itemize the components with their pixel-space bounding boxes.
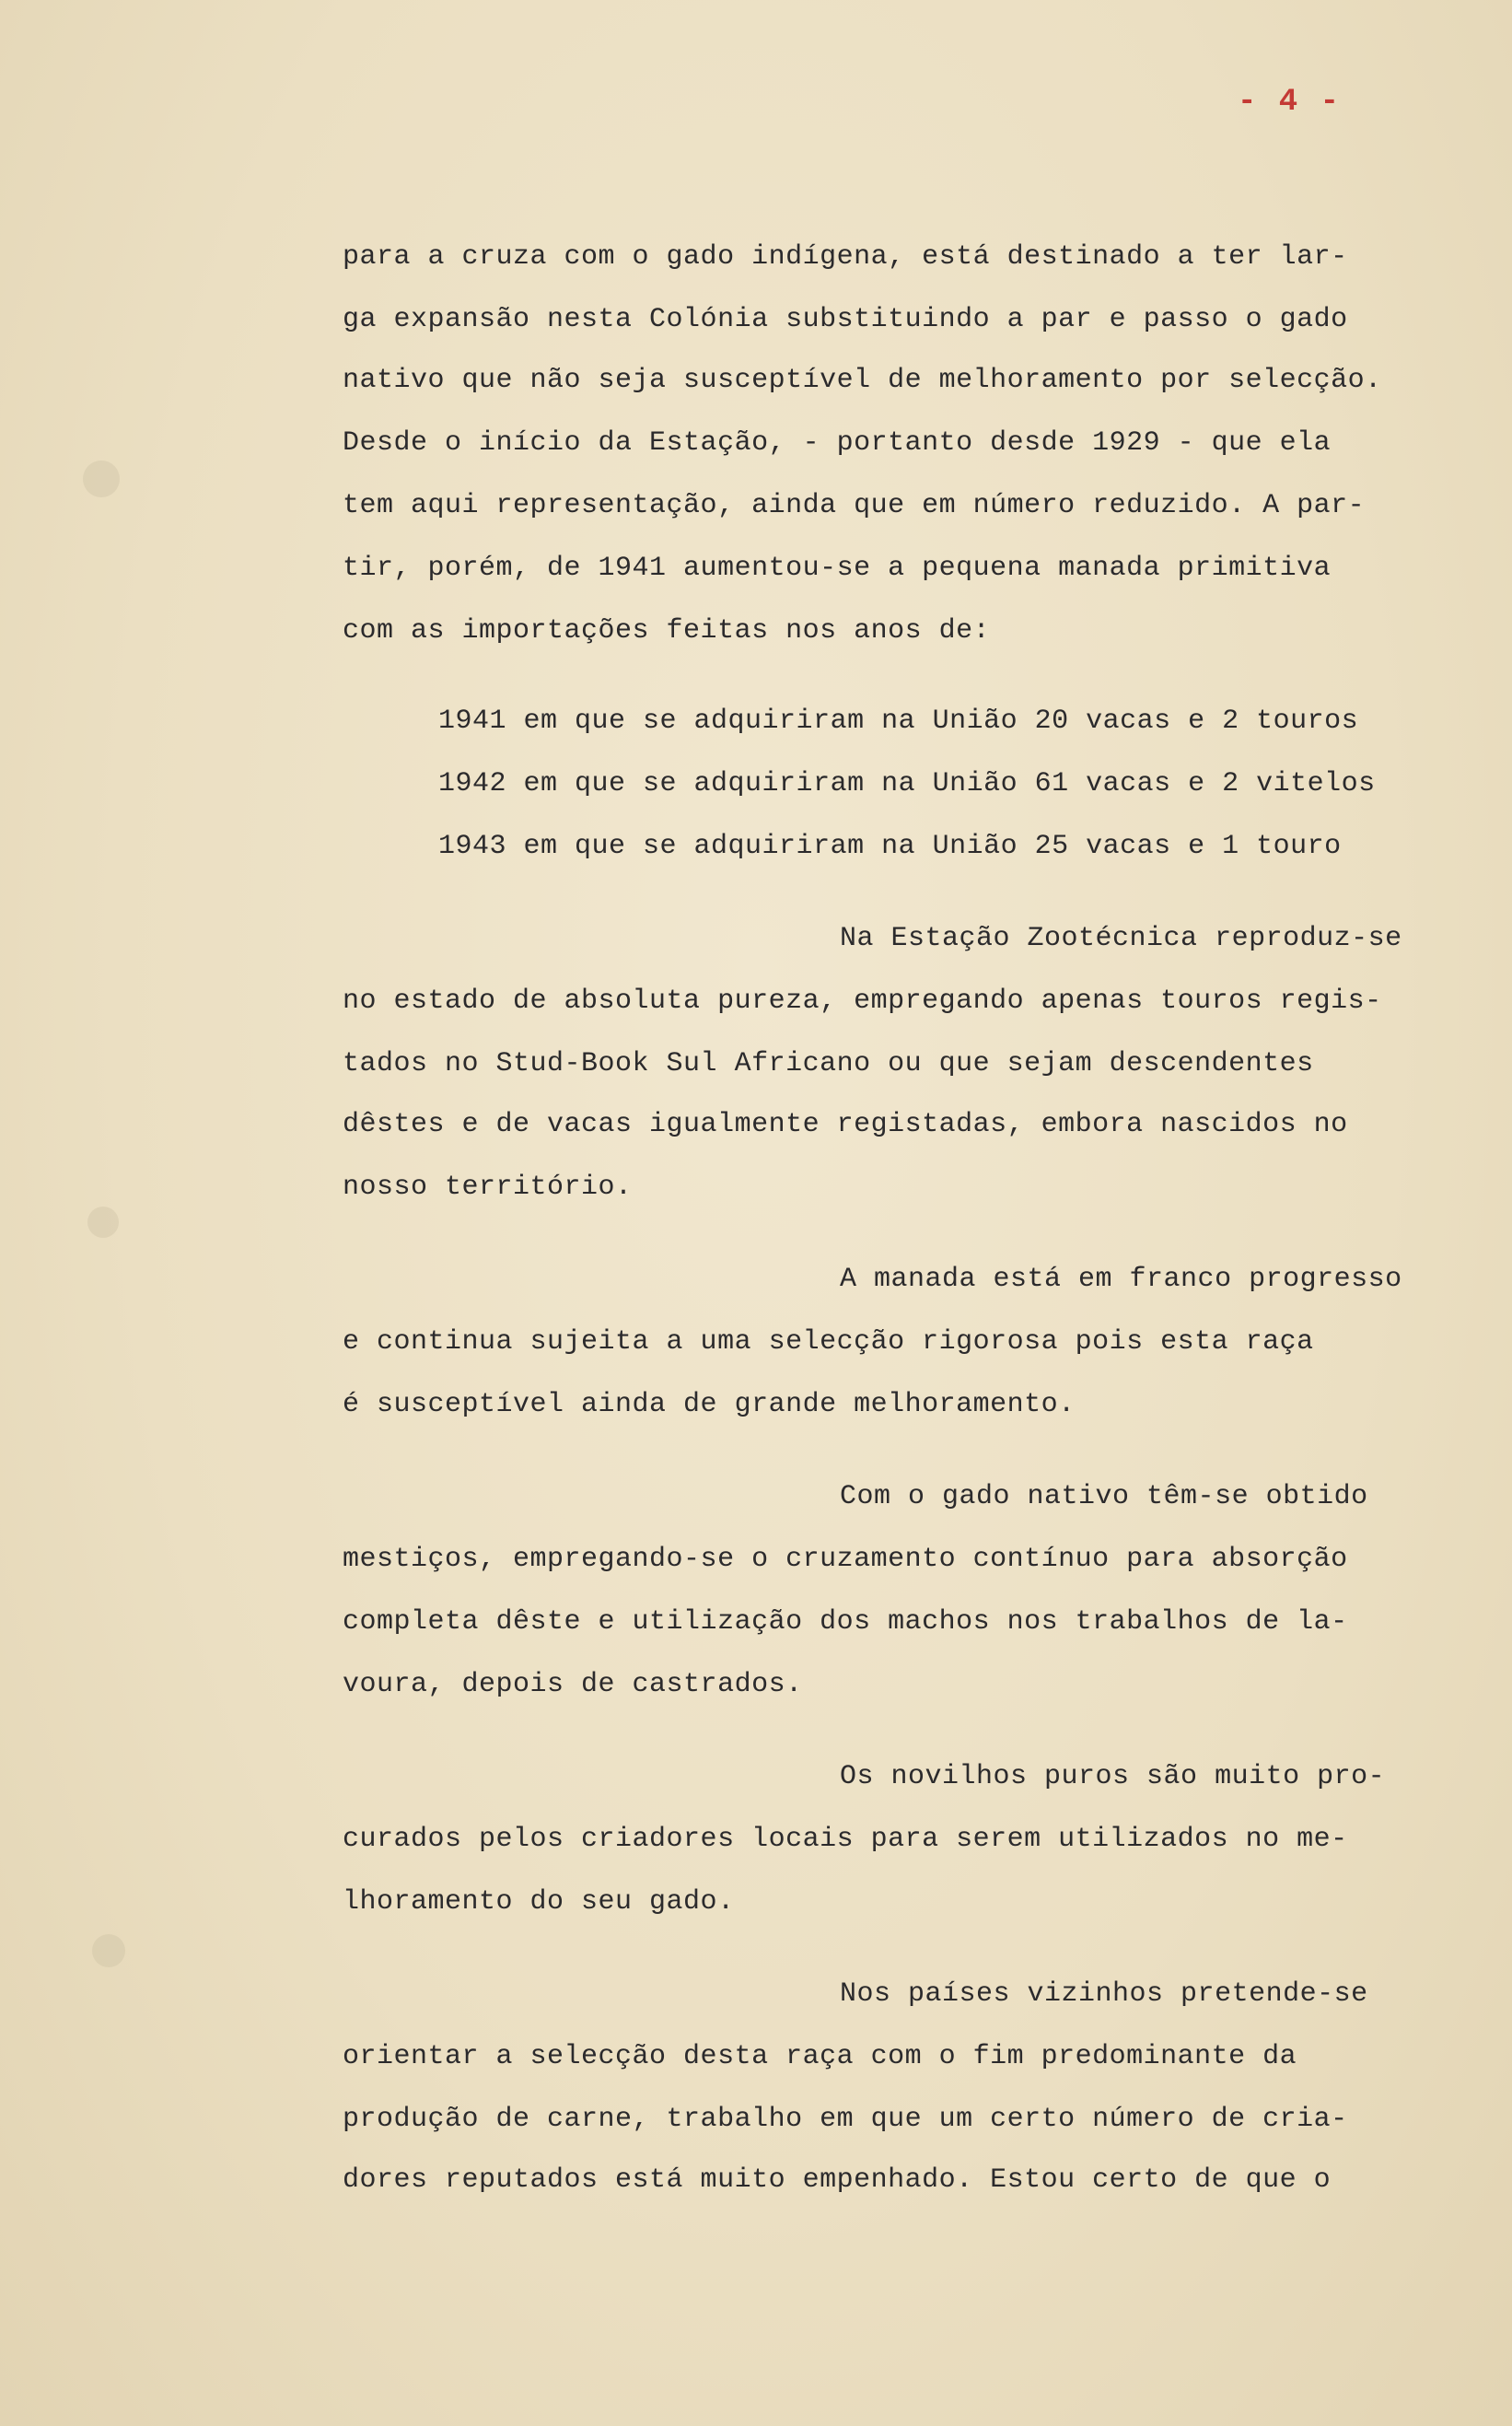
text-line: dêstes e de vacas igualmente registadas, embora nascidos no: [343, 1109, 1348, 1140]
text-line: tir, porém, de 1941 aumentou-se a pequena manada primitiva: [343, 553, 1332, 584]
paper-blemish: [83, 461, 120, 497]
paper-blemish: [92, 1934, 125, 1967]
text-line: orientar a selecção desta raça com o fim predominante da: [343, 2041, 1297, 2072]
text-line: ga expansão nesta Colónia substituindo a par e passo o gado: [343, 304, 1348, 335]
text-line: e continua sujeita a uma selecção rigorosa pois esta raça: [343, 1326, 1314, 1358]
import-list-item: 1941 em que se adquiriram na União 20 vacas e 2 touros: [438, 706, 1359, 737]
paper-blemish: [87, 1207, 119, 1238]
text-line: nativo que não seja susceptível de melhoramento por selecção.: [343, 365, 1382, 396]
import-list-item: 1943 em que se adquiriram na União 25 vacas e 1 touro: [438, 831, 1342, 862]
text-line: no estado de absoluta pureza, empregando apenas touros regis-: [343, 986, 1382, 1017]
text-line: voura, depois de castrados.: [343, 1669, 803, 1700]
text-line: mestiços, empregando-se o cruzamento contínuo para absorção: [343, 1544, 1348, 1575]
text-line: A manada está em franco progresso: [840, 1264, 1402, 1295]
text-line: Na Estação Zootécnica reproduz-se: [840, 923, 1402, 954]
text-line: dores reputados está muito empenhado. Estou certo de que o: [343, 2164, 1332, 2196]
text-line: tem aqui representação, ainda que em número reduzido. A par-: [343, 490, 1366, 521]
text-line: Os novilhos puros são muito pro-: [840, 1761, 1386, 1792]
text-line: lhoramento do seu gado.: [343, 1886, 735, 1918]
import-list-item: 1942 em que se adquiriram na União 61 vacas e 2 vitelos: [438, 768, 1376, 799]
text-line: para a cruza com o gado indígena, está destinado a ter lar-: [343, 241, 1348, 273]
text-line: Desde o início da Estação, - portanto desde 1929 - que ela: [343, 427, 1332, 459]
text-line: curados pelos criadores locais para serem utilizados no me-: [343, 1824, 1348, 1855]
text-line: produção de carne, trabalho em que um certo número de cria-: [343, 2104, 1348, 2135]
text-line: nosso território.: [343, 1172, 633, 1203]
text-line: é susceptível ainda de grande melhoramento.: [343, 1389, 1076, 1420]
text-line: tados no Stud-Book Sul Africano ou que sejam descendentes: [343, 1048, 1314, 1079]
text-line: completa dêste e utilização dos machos nos trabalhos de la-: [343, 1606, 1348, 1638]
page-number: - 4 -: [1238, 85, 1342, 120]
text-line: Nos países vizinhos pretende-se: [840, 1978, 1368, 2010]
text-line: com as importações feitas nos anos de:: [343, 615, 991, 647]
text-line: Com o gado nativo têm-se obtido: [840, 1481, 1368, 1512]
